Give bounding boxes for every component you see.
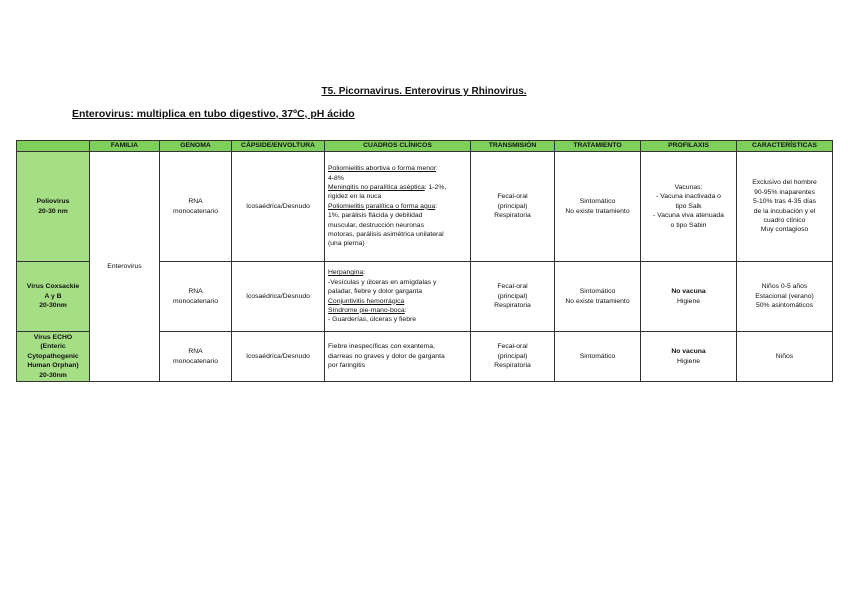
clinical-condition-name: Síndrome pie-mano-boca bbox=[328, 306, 405, 314]
cell-line: No vacuna bbox=[671, 288, 706, 296]
transmission-cell bbox=[471, 332, 555, 382]
clinical-line bbox=[328, 174, 467, 183]
clinical-text: - Guarderías, úlceras y fiebre bbox=[328, 316, 417, 324]
clinical-text: : bbox=[436, 165, 438, 173]
cell-line: (Enteric bbox=[40, 343, 66, 351]
cell-line: Respiratoria bbox=[494, 302, 531, 310]
clinical-text: (una pierna) bbox=[328, 240, 365, 248]
clinical-line bbox=[328, 268, 467, 277]
clinical-condition-name: Meningitis no paralítica aséptica bbox=[328, 183, 425, 191]
capsid-cell: Icosaédrica/Desnudo bbox=[232, 262, 325, 332]
cell-line: Niños bbox=[775, 352, 794, 360]
virus-name-cell bbox=[17, 332, 90, 382]
header-cell: PROFILAXIS bbox=[641, 141, 737, 152]
cell-line: (principal) bbox=[497, 292, 528, 300]
cell-line: cuadro clínico bbox=[763, 216, 806, 224]
treatment-cell bbox=[555, 332, 641, 382]
clinical-text: diarreas no graves y dolor de garganta bbox=[328, 352, 445, 360]
cell-line: Higiene bbox=[676, 357, 701, 365]
genome-cell bbox=[160, 152, 232, 262]
cell-line: No vacuna bbox=[671, 348, 706, 356]
cell-line: Fecal-oral bbox=[497, 193, 528, 201]
cell-line: Poliovirus bbox=[36, 198, 70, 206]
clinical-line bbox=[328, 211, 467, 220]
capsid-cell: Icosaédrica/Desnudo bbox=[232, 332, 325, 382]
table-row bbox=[17, 152, 833, 262]
enterovirus-table bbox=[16, 140, 833, 382]
cell-line: Estacional (verano) bbox=[755, 292, 814, 300]
cell-line: tipo Salk bbox=[675, 202, 702, 210]
cell-line: Vacunas: bbox=[674, 183, 703, 191]
header-cell: CUADROS CLÍNICOS bbox=[325, 141, 471, 152]
treatment-cell bbox=[555, 262, 641, 332]
cell-line: 20-30nm bbox=[39, 302, 67, 310]
header-cell: TRANSMISIÓN bbox=[471, 141, 555, 152]
virus-name-cell bbox=[17, 262, 90, 332]
cell-line: 20-30nm bbox=[39, 371, 67, 379]
header-cell: FAMILIA bbox=[90, 141, 160, 152]
cell-line: Sintomático bbox=[579, 198, 616, 206]
cell-line: RNA bbox=[188, 288, 203, 296]
clinical-line bbox=[328, 315, 467, 324]
cell-line: Virus Coxsackie bbox=[26, 283, 80, 291]
clinical-text: : 1-2%, bbox=[424, 183, 447, 191]
cell-line: (principal) bbox=[497, 202, 528, 210]
cell-line: - Vacuna inactivada o bbox=[656, 193, 721, 201]
clinical-text: 1%, parálisis flácida y debilidad bbox=[328, 212, 423, 220]
cell-line: (principal) bbox=[497, 352, 528, 360]
header-cell: CARACTERÍSTICAS bbox=[737, 141, 833, 152]
cell-line: Muy contagioso bbox=[760, 226, 809, 234]
header-cell: CÁPSIDE/ENVOLTURA bbox=[232, 141, 325, 152]
clinical-cell bbox=[325, 262, 471, 332]
cell-line: 20-30 nm bbox=[38, 207, 68, 215]
clinical-line bbox=[328, 239, 467, 248]
clinical-line bbox=[328, 230, 467, 239]
clinical-line bbox=[328, 278, 467, 287]
cell-line: Higiene bbox=[676, 297, 701, 305]
family-cell: Enterovirus bbox=[90, 152, 160, 382]
prophylaxis-cell bbox=[641, 152, 737, 262]
clinical-text: rigidez en la nuca bbox=[328, 193, 382, 201]
clinical-line bbox=[328, 297, 467, 306]
document-title: T5. Picornavirus. Enterovirus y Rhinovirus. bbox=[321, 86, 527, 97]
cell-line: 5-10% tras 4-35 días bbox=[752, 198, 817, 206]
header-cell: GENOMA bbox=[160, 141, 232, 152]
genome-cell bbox=[160, 332, 232, 382]
cell-line: Virus ECHO bbox=[33, 334, 73, 341]
prophylaxis-cell bbox=[641, 332, 737, 382]
cell-line: 50% asintomáticos bbox=[755, 302, 814, 310]
clinical-line bbox=[328, 361, 467, 370]
transmission-cell bbox=[471, 262, 555, 332]
clinical-text: Fiebre inespecíficas con exantema, bbox=[328, 343, 435, 351]
transmission-cell bbox=[471, 152, 555, 262]
clinical-text: motoras, parálisis asimétrica unilateral bbox=[328, 231, 444, 239]
header-cell: TRATAMIENTO bbox=[555, 141, 641, 152]
clinical-text: paladar, fiebre y dolor garganta bbox=[328, 288, 423, 296]
clinical-text: : bbox=[404, 306, 407, 314]
clinical-text: : bbox=[435, 202, 438, 210]
cell-line: Human Orphan) bbox=[27, 362, 79, 370]
clinical-condition-name: Conjuntivitis hemorrágica bbox=[328, 297, 405, 305]
section-subtitle: Enterovirus: multiplica en tubo digestivo, 37ºC, pH ácido bbox=[72, 108, 355, 120]
clinical-line bbox=[328, 342, 467, 351]
cell-line: 90-95% inaparentes bbox=[754, 188, 815, 196]
clinical-line bbox=[328, 164, 467, 173]
clinical-text: -Vesículas y úlceras en amígdalas y bbox=[328, 278, 437, 286]
header-cell bbox=[17, 141, 90, 152]
cell-line: Sintomático bbox=[579, 288, 616, 296]
cell-line: monocatenario bbox=[173, 357, 218, 365]
clinical-line bbox=[328, 352, 467, 361]
clinical-line bbox=[328, 183, 467, 192]
clinical-line bbox=[328, 287, 467, 296]
cell-line: No existe tratamiento bbox=[565, 207, 630, 215]
cell-line: Fecal-oral bbox=[497, 283, 528, 291]
genome-cell bbox=[160, 262, 232, 332]
table-header-row bbox=[17, 141, 833, 152]
cell-line: - Vacuna viva atenuada bbox=[653, 212, 724, 220]
cell-line: Cytopathogenic bbox=[27, 352, 79, 360]
clinical-line bbox=[328, 221, 467, 230]
cell-line: de la incubación y el bbox=[753, 207, 816, 215]
features-cell bbox=[737, 332, 833, 382]
prophylaxis-cell bbox=[641, 262, 737, 332]
cell-line: No existe tratamiento bbox=[565, 297, 630, 305]
cell-line: Respiratoria bbox=[494, 212, 531, 220]
treatment-cell bbox=[555, 152, 641, 262]
cell-line: RNA bbox=[188, 198, 203, 206]
cell-line: o tipo Sabin bbox=[670, 221, 707, 229]
virus-name-cell bbox=[17, 152, 90, 262]
cell-line: Exclusivo del hombre bbox=[752, 179, 817, 187]
clinical-text: muscular, destrucción neuronas bbox=[328, 221, 424, 229]
clinical-text: 4-8% bbox=[328, 174, 344, 182]
clinical-condition-name: Herpangina bbox=[328, 269, 364, 277]
clinical-text: por faringitis bbox=[328, 362, 366, 370]
clinical-line bbox=[328, 192, 467, 201]
features-cell bbox=[737, 152, 833, 262]
cell-line: Sintomático bbox=[579, 352, 616, 360]
cell-line: RNA bbox=[188, 348, 203, 356]
clinical-cell bbox=[325, 152, 471, 262]
cell-line: Niños 0-5 años bbox=[761, 283, 808, 291]
cell-line: monocatenario bbox=[173, 297, 218, 305]
clinical-text: : bbox=[363, 269, 366, 277]
clinical-line bbox=[328, 202, 467, 211]
features-cell bbox=[737, 262, 833, 332]
clinical-condition-name: Poliomielitis abortiva o forma menor bbox=[328, 165, 437, 173]
clinical-line bbox=[328, 306, 467, 315]
cell-line: monocatenario bbox=[173, 207, 218, 215]
cell-line: A y B bbox=[44, 292, 62, 300]
clinical-cell bbox=[325, 332, 471, 382]
cell-line: Respiratoria bbox=[494, 362, 531, 370]
cell-line: Fecal-oral bbox=[497, 343, 528, 351]
clinical-condition-name: Poliomielitis paralítica o forma agua bbox=[328, 202, 436, 210]
capsid-cell: Icosaédrica/Desnudo bbox=[232, 152, 325, 262]
